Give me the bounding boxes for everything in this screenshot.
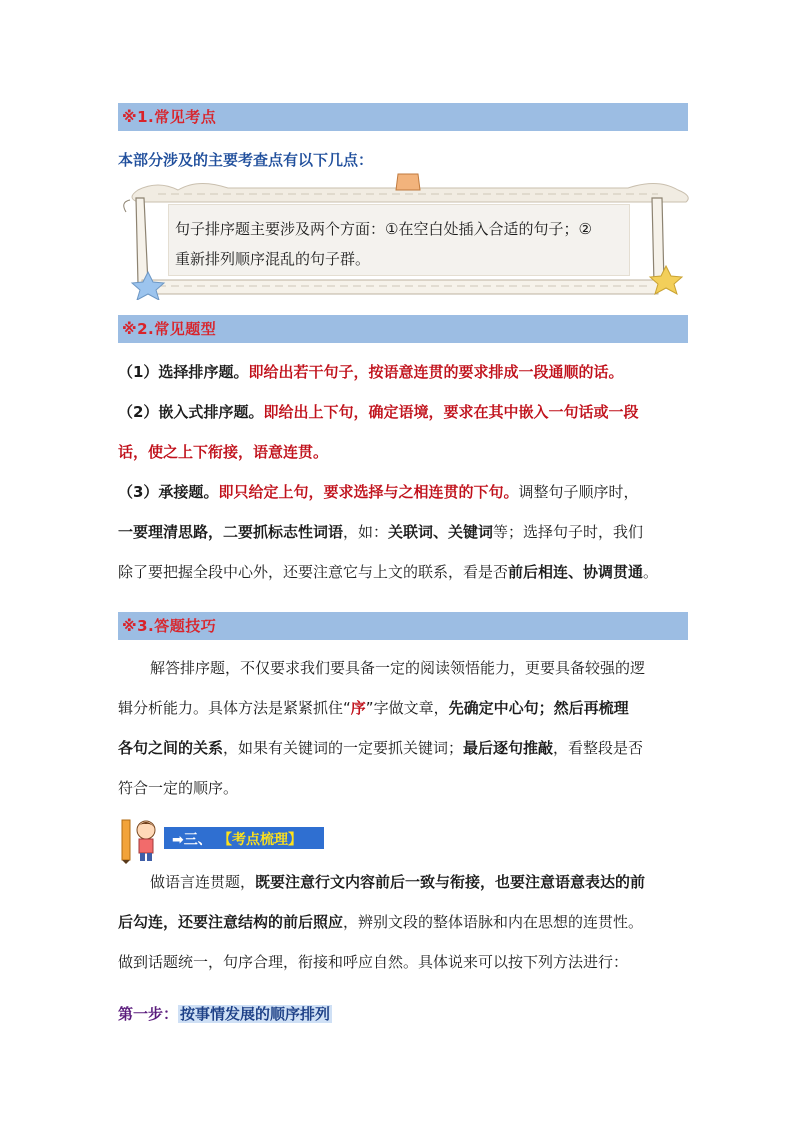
type-3-label: （3）承接题。 [118, 483, 219, 501]
type-3-line [118, 472, 683, 512]
type-3-bold-1: 一要理清思路，二要抓标志性词语 [118, 523, 344, 541]
type-3-rest-1: 调整句子顺序时， [518, 483, 639, 501]
section-title-1: ※1.常见考点 [122, 108, 217, 126]
section-title-2: ※2.常见题型 [122, 320, 217, 338]
step-1 [118, 1003, 332, 1024]
coherence-a: 做语言连贯题， [150, 873, 256, 891]
card-line-2: 重新排列顺序混乱的句子群。 [175, 250, 371, 268]
girl-with-pencil-icon [118, 814, 166, 864]
type-2-label: （2）嵌入式排序题。 [118, 403, 264, 421]
tips-b: 辑分析能力。具体方法是紧紧抓住“ [118, 699, 351, 717]
tips-g: ，如果有关键词的一定要抓关键词； [223, 739, 464, 757]
type-3-desc: 即只给定上句，要求选择与之相连贯的下句。 [218, 483, 519, 501]
coherence-line-2 [118, 902, 683, 942]
type-3-rest-2: ，如： [343, 523, 389, 541]
type-3-bold-3: 前后相连、协调贯通 [508, 563, 644, 581]
type-2-desc-a: 即给出上下句，确定语境，要求在其中嵌入一句话或一段 [263, 403, 639, 421]
step-1-label: 第一步： [118, 1005, 179, 1023]
tips-h: 最后逐句推敲 [463, 739, 554, 757]
kaodian-label: ➡三、 [172, 832, 212, 848]
type-2-line-cont [118, 432, 683, 472]
card-text [175, 214, 625, 274]
section-bar-3 [118, 612, 688, 640]
section-title-3: ※3.答题技巧 [122, 617, 217, 635]
note-card [118, 172, 708, 300]
coherence-b: 既要注意行文内容前后一致与衔接，也要注意语意表达的前 [255, 873, 646, 891]
coherence-line-1 [118, 862, 683, 902]
coherence-d: ，辨别文段的整体语脉和内在思想的连贯性。 [343, 913, 644, 931]
step-1-text: 按事情发展的顺序排列 [180, 1005, 331, 1023]
type-1-line [118, 352, 683, 392]
type-3-line-3 [118, 552, 683, 592]
tips-line-4: 符合一定的顺序。 [118, 779, 239, 797]
type-3-rest-4: 除了要把握全段中心外，还要注意它与上文的联系，看是否 [118, 563, 509, 581]
type-2-desc-b: 话，使之上下衔接，语意连贯。 [118, 443, 329, 461]
coherence-line-3: 做到话题统一，句序合理，衔接和呼应自然。具体说来可以按下列方法进行： [118, 953, 629, 971]
tips-f: 各句之间的关系 [118, 739, 224, 757]
tips-i: ，看整段是否 [553, 739, 644, 757]
type-1-label: （1）选择排序题。 [118, 363, 249, 381]
tips-line-2 [118, 688, 683, 728]
kaodian-header [118, 814, 358, 864]
card-line-1: 句子排序题主要涉及两个方面：①在空白处插入合适的句子；② [175, 220, 592, 238]
type-3-rest-5: 。 [643, 563, 659, 581]
tips-xu: 序 [350, 699, 366, 717]
tips-line-1: 解答排序题，不仅要求我们要具备一定的阅读领悟能力，更要具备较强的逻 [150, 659, 646, 677]
type-1-desc: 即给出若干句子，按语意连贯的要求排成一段通顺的话。 [248, 363, 624, 381]
section-bar-1 [118, 103, 688, 131]
tips-line-3 [118, 728, 683, 768]
tips-block [118, 648, 683, 808]
type-2-line [118, 392, 683, 432]
type-3-bold-2: 关联词、关键词 [388, 523, 494, 541]
intro-text: 本部分涉及的主要考查点有以下几点： [118, 151, 374, 169]
tips-e: 先确定中心句；然后再梳理 [448, 699, 629, 717]
question-types-block [118, 352, 683, 592]
coherence-c: 后勾连，还要注意结构的前后照应 [118, 913, 344, 931]
kaodian-title: 【考点梳理】 [218, 832, 302, 848]
type-3-rest-3: 等；选择句子时，我们 [493, 523, 644, 541]
coherence-block [118, 862, 683, 982]
section-bar-2 [118, 315, 688, 343]
tips-d: ”字做文章， [365, 699, 449, 717]
type-3-line-2 [118, 512, 683, 552]
